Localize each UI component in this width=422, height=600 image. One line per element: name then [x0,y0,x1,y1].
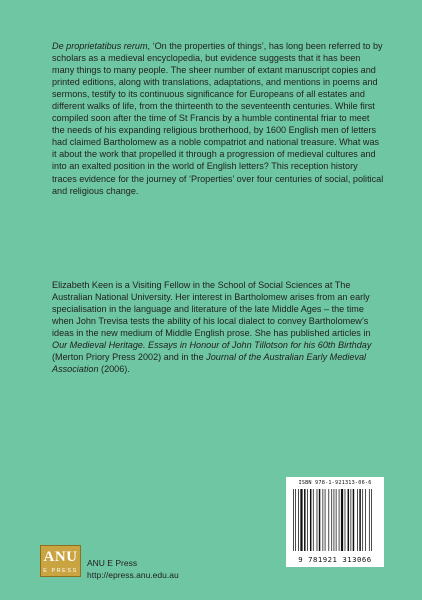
barcode-digits: 9 781921 313066 [298,555,372,564]
barcode-bar [353,489,355,551]
barcode-bar [295,489,296,551]
isbn-barcode [286,477,384,567]
barcode-bar [300,489,302,551]
publisher-url[interactable]: http://epress.anu.edu.au [87,570,179,580]
barcode-bar [357,489,358,551]
barcode-bar [317,489,318,551]
barcode-bar [359,489,361,551]
barcode-bar [304,489,306,551]
bio-text-c: (2006). [98,364,130,375]
barcode-bar [341,489,343,551]
barcode-bar [307,489,308,551]
barcode-bar [331,489,332,551]
bio-publication-1: Our Medieval Heritage. Essays in Honour of John Tillotson for his 60th Birthday [52,340,372,351]
barcode-bar [298,489,299,551]
anu-logo [40,545,81,577]
barcode-bar [345,489,346,551]
barcode-bar [293,489,294,551]
isbn-label: ISBN 978-1-921313-06-6 [298,480,372,486]
bio-text-b: (Merton Priory Press 2002) and in the [52,352,207,363]
barcode-bar [325,489,326,551]
anu-logo-word: ANU [43,549,78,565]
barcode-bar [362,489,363,551]
bio-publication-2: Journal of the Australian Early Medieval Association [52,352,367,375]
barcode-bar [310,489,312,551]
barcode-bar [371,489,372,551]
barcode-graphic [292,489,378,551]
barcode-bar [369,489,370,551]
barcode-bar [339,489,340,551]
book-title-italic: De proprietatibus rerum [52,41,148,51]
synopsis-text: , ‘On the properties of things’, has long been referred to by scholars as a medieval encyclopedia, but evidence suggests that it has been many things to many people. The sheer number of extant manuscript copies and printed editions, along with translations, adaptations, and mentions in poems and sermons, testify to its continuous significance for Europeans of all estates and different walks of life, from the thirteenth to the seventeenth centuries. While first compiled soon after the time of St Francis by a humble continental friar to meet the needs of his expanding religious brotherhood, by 1600 English men of letters had claimed Bartholomew as a noble compatriot and national treasure. What was it about the work that propelled it through a progression of medieval cultures and into an exalted position in the world of English letters? This reception history traces evidence for the journey of ‘Properties’ over four centuries of social, political and religious change. [52,41,384,196]
barcode-bar [319,489,321,551]
author-bio-paragraph [52,279,384,375]
barcode-bar [336,489,337,551]
barcode-bar [365,489,366,551]
anu-logo-subtext: E PRESS [43,568,78,574]
barcode-bar [334,489,335,551]
barcode-bar [323,489,324,551]
synopsis-paragraph [52,40,384,197]
barcode-bar [328,489,329,551]
barcode-bar [351,489,352,551]
barcode-bar [348,489,350,551]
barcode-bars [292,489,378,551]
bio-text-a: Elizabeth Keen is a Visiting Fellow in the School of Social Sciences at The Australian National University. Her interest in Bartholomew arises from an early specialisation in the language and literature of the late Middle Ages – the time when John Trevisa tests the ability of his local dialect to convey Bartholomew’s ideas in the new medium of Middle English prose. She has published articles in [52,280,371,339]
barcode-bar [313,489,314,551]
publisher-name: ANU E Press [87,558,138,568]
